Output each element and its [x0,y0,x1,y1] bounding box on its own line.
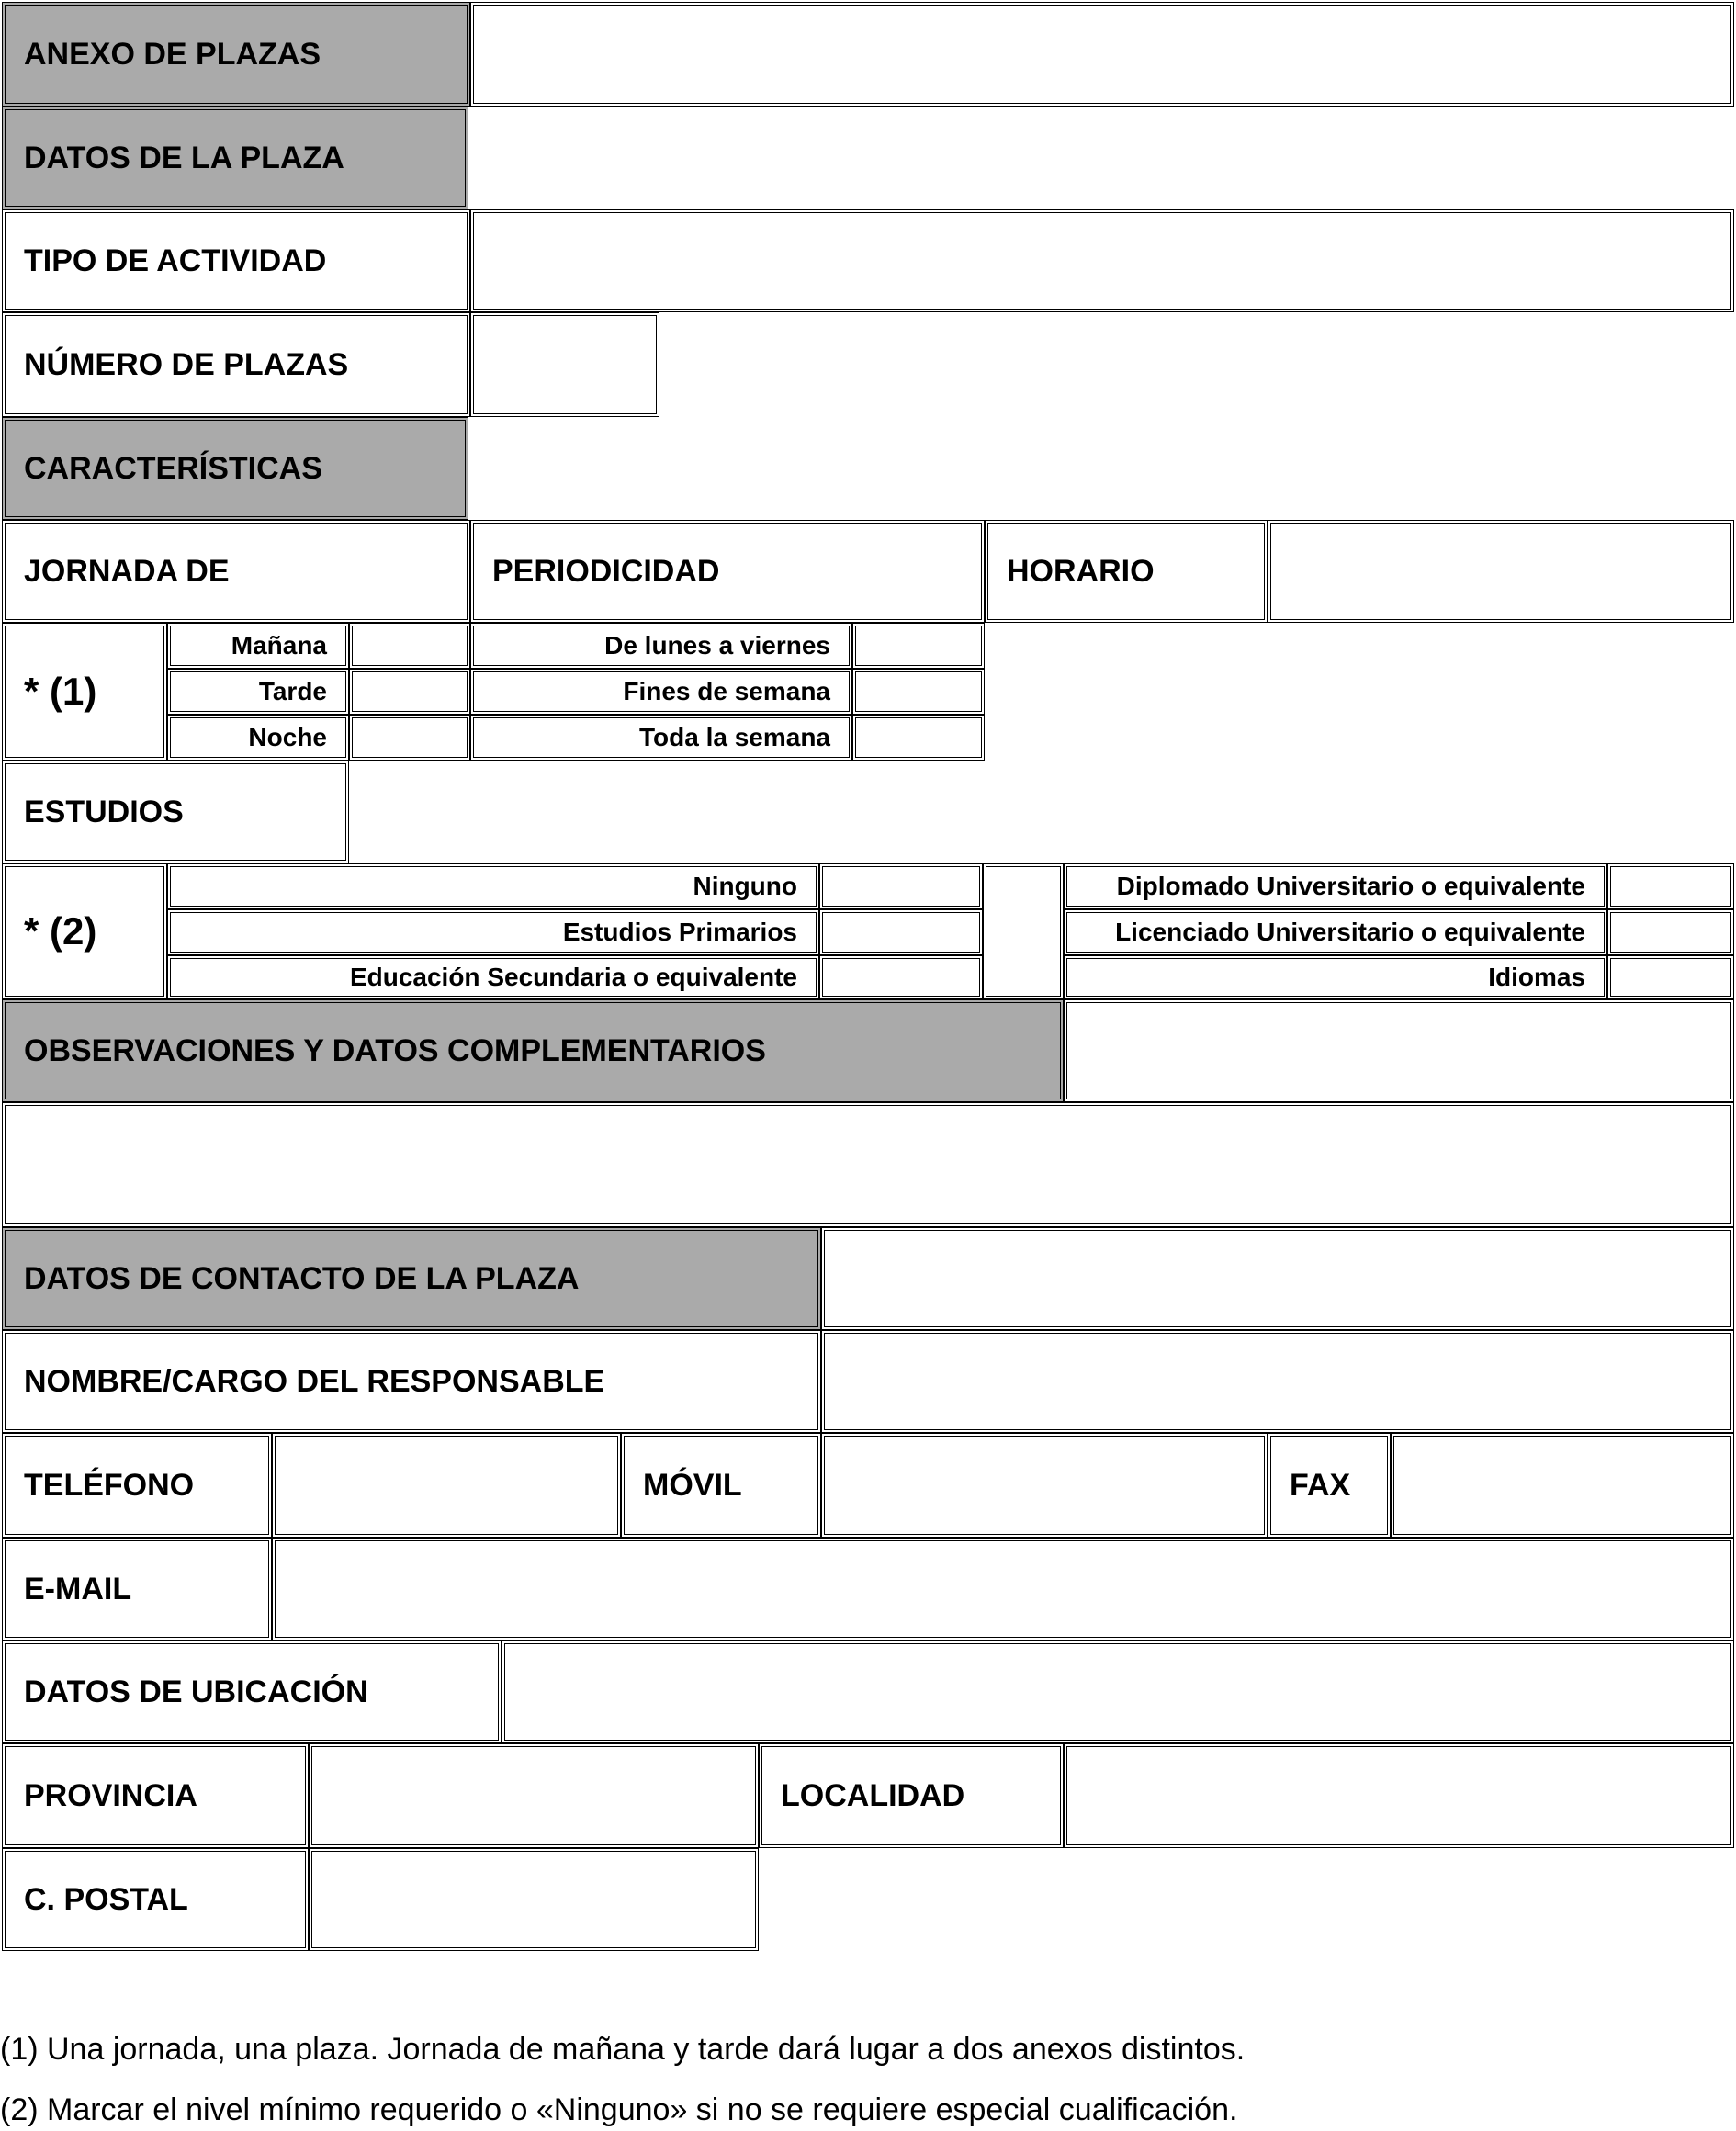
provincia-label-cell [2,1743,309,1848]
postal-label-cell [2,1848,309,1951]
email-field[interactable] [272,1538,1734,1641]
contacto-side-cell [821,1227,1734,1330]
estudios-mark-cell [2,863,167,999]
periodicidad-option [470,623,852,669]
provincia-field[interactable] [309,1743,759,1848]
email-label-cell [2,1538,272,1641]
periodicidad-checkbox-fines-semana[interactable] [852,669,985,715]
estudios-label: ESTUDIOS [24,794,184,829]
horario-label: HORARIO [1007,553,1155,589]
estudios-checkbox-idiomas[interactable] [1607,955,1734,999]
estudios-mark: * (2) [24,909,97,953]
jornada-option-label: Tarde [258,677,327,705]
jornada-checkbox-tarde[interactable] [349,669,470,715]
telefono-label-cell [2,1433,272,1538]
jornada-mark-cell [2,623,167,761]
fax-field[interactable] [1391,1433,1734,1538]
jornada-mark: * (1) [24,670,97,713]
responsable-label: NOMBRE/CARGO DEL RESPONSABLE [24,1363,605,1399]
footnote-2: (2) Marcar el nivel mínimo requerido o «Ninguno» si no se requiere especial cualificación. [0,2092,1238,2127]
estudios-option [167,955,819,999]
numero-plazas-field[interactable] [470,312,659,417]
ubicacion-label: DATOS DE UBICACIÓN [24,1674,368,1709]
responsable-label-cell [2,1330,821,1433]
tipo-actividad-field[interactable] [470,209,1734,312]
tipo-actividad-label: TIPO DE ACTIVIDAD [24,242,327,278]
horario-field[interactable] [1268,520,1734,623]
fax-label: FAX [1290,1467,1351,1503]
observaciones-header [2,999,1064,1102]
estudios-checkbox-ninguno[interactable] [819,863,983,909]
numero-plazas-label-cell [2,312,470,417]
telefono-field[interactable] [272,1433,621,1538]
postal-label: C. POSTAL [24,1881,188,1917]
jornada-option-label: Mañana [231,631,327,660]
telefono-label: TELÉFONO [24,1467,195,1503]
estudios-spacer-cell [983,863,1064,999]
jornada-checkbox-noche[interactable] [349,715,470,761]
horario-label-cell [985,520,1268,623]
contacto-label: DATOS DE CONTACTO DE LA PLAZA [24,1260,580,1296]
periodicidad-option-label: Fines de semana [623,677,830,705]
estudios-option-label: Diplomado Universitario o equivalente [1116,872,1585,900]
caracteristicas-header [2,417,468,520]
contacto-header [2,1227,821,1330]
estudios-option-label: Estudios Primarios [562,918,797,946]
datos-plaza-header [2,107,468,209]
periodicidad-checkbox-toda-semana[interactable] [852,715,985,761]
postal-field[interactable] [309,1848,759,1951]
jornada-option [167,715,349,761]
estudios-checkbox-diplomado[interactable] [1607,863,1734,909]
localidad-label-cell [759,1743,1064,1848]
estudios-checkbox-licenciado[interactable] [1607,909,1734,955]
periodicidad-option [470,715,852,761]
anexo-label: ANEXO DE PLAZAS [24,36,321,72]
estudios-option [167,863,819,909]
estudios-label-cell [2,761,349,863]
jornada-checkbox-manana[interactable] [349,623,470,669]
ubicacion-label-cell [2,1641,502,1743]
observaciones-label: OBSERVACIONES Y DATOS COMPLEMENTARIOS [24,1032,766,1068]
jornada-label: JORNADA DE [24,553,230,589]
estudios-option [1064,863,1607,909]
estudios-option-label: Ninguno [693,872,797,900]
movil-label: MÓVIL [643,1467,742,1503]
jornada-option [167,623,349,669]
datos-plaza-label: DATOS DE LA PLAZA [24,140,344,175]
ubicacion-field[interactable] [502,1641,1734,1743]
periodicidad-label-cell [470,520,985,623]
footnote-1: (1) Una jornada, una plaza. Jornada de mañana y tarde dará lugar a dos anexos distintos. [0,2032,1246,2067]
periodicidad-option-label: Toda la semana [638,723,830,751]
estudios-checkbox-primarios[interactable] [819,909,983,955]
periodicidad-checkbox-lunes-viernes[interactable] [852,623,985,669]
estudios-option [1064,909,1607,955]
fax-label-cell [1268,1433,1391,1538]
responsable-field[interactable] [821,1330,1734,1433]
periodicidad-option [470,669,852,715]
numero-plazas-label: NÚMERO DE PLAZAS [24,346,349,382]
estudios-option-label: Educación Secundaria o equivalente [349,963,797,991]
movil-field[interactable] [821,1433,1268,1538]
localidad-field[interactable] [1064,1743,1734,1848]
tipo-actividad-label-cell [2,209,470,312]
jornada-label-cell [2,520,470,623]
localidad-label: LOCALIDAD [781,1777,965,1813]
estudios-checkbox-secundaria[interactable] [819,955,983,999]
anexo-field[interactable] [470,2,1734,107]
caracteristicas-label: CARACTERÍSTICAS [24,450,322,486]
estudios-option-label: Licenciado Universitario o equivalente [1115,918,1585,946]
observaciones-side-cell [1064,999,1734,1102]
jornada-option [167,669,349,715]
email-label: E-MAIL [24,1571,132,1607]
periodicidad-option-label: De lunes a viernes [604,631,830,660]
movil-label-cell [621,1433,821,1538]
provincia-label: PROVINCIA [24,1777,197,1813]
estudios-option [167,909,819,955]
anexo-header [2,2,470,107]
estudios-option-label: Idiomas [1488,963,1585,991]
observaciones-field[interactable] [2,1102,1734,1227]
jornada-option-label: Noche [248,723,327,751]
estudios-option [1064,955,1607,999]
periodicidad-label: PERIODICIDAD [492,553,720,589]
